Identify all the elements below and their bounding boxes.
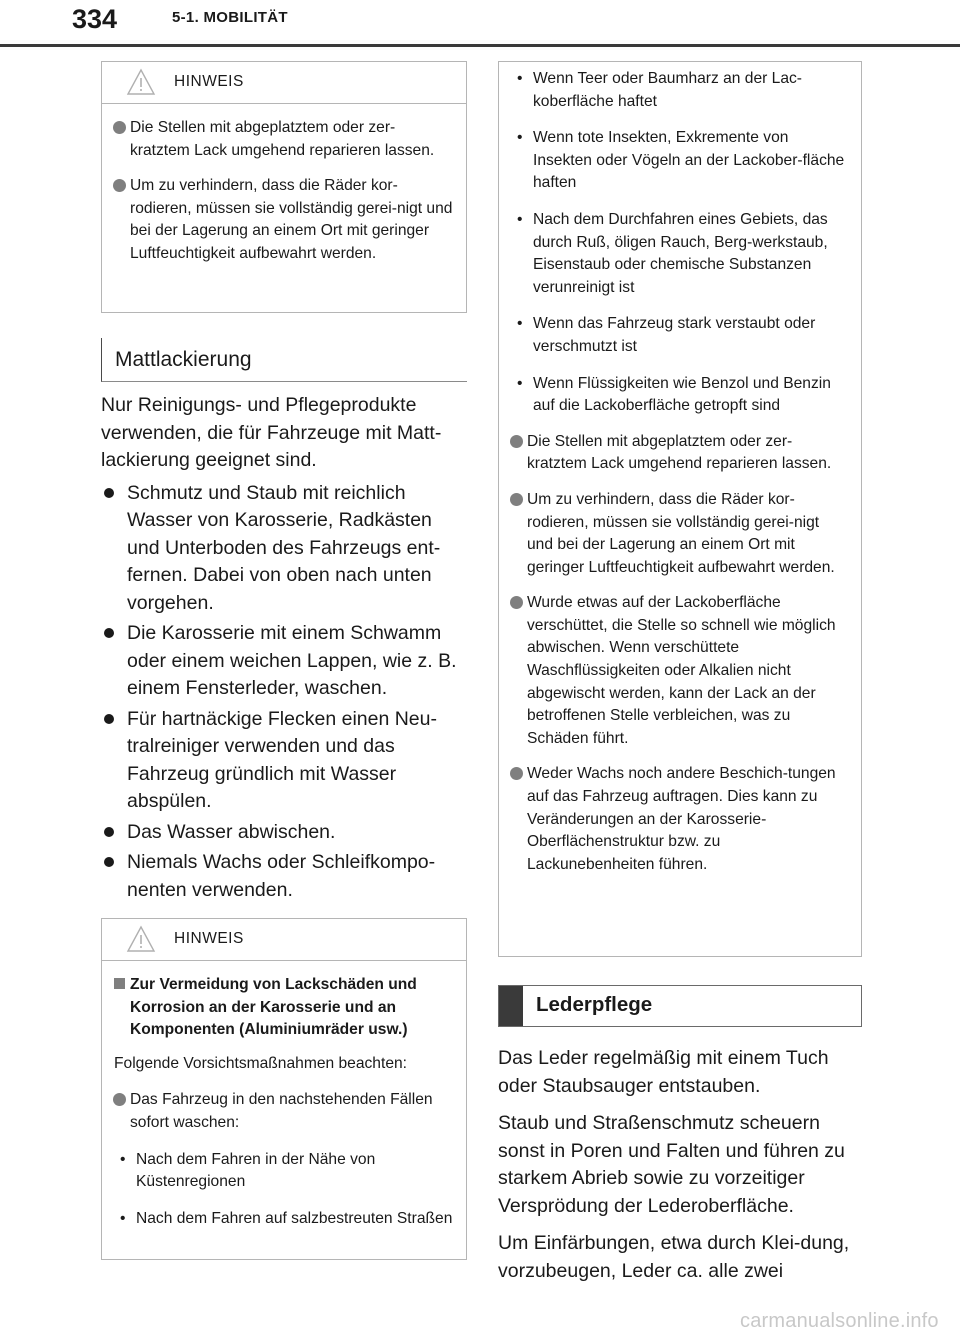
notice-plain-text: Folgende Vorsichtsmaßnahmen beachten:	[114, 1054, 407, 1072]
section-title: 5-1. MOBILITÄT	[172, 9, 288, 26]
header-rule	[0, 44, 960, 47]
watermark: carmanualsonline.info	[740, 1310, 939, 1332]
notice-header	[102, 919, 466, 961]
bullet-dot-icon	[104, 488, 114, 498]
list-item: Weder Wachs noch andere Beschich-tungen auf das Fahrzeug auftragen. Dies kann zu Veränderungen an der Karosserie-Oberflächenstruktur bzw. zu Lackunebenheiten führen.	[511, 763, 849, 876]
list-item: Schmutz und Staub mit reichlich Wasser von Karosserie, Radkästen und Unterboden des Fahrzeugs ent-fernen. Dabei von oben nach unten vorgehen.	[101, 480, 467, 618]
bullet-dot-icon	[113, 121, 126, 134]
list-item: Wurde etwas auf der Lackoberfläche verschüttet, die Stelle so schnell wie möglich abwischen. Wenn verschüttete Waschflüssigkeiten oder Alkalien nicht abgewischt werden, kann der Lack an der betroffenen Stelle verbleichen, was zu Schäden führt.	[511, 592, 849, 750]
paragraph: Das Leder regelmäßig mit einem Tuch oder Staubsauger entstauben.	[498, 1047, 829, 1097]
intro-paragraph: Nur Reinigungs- und Pflegeprodukte verwenden, die für Fahrzeuge mit Matt-lackierung geeignet sind.	[101, 394, 442, 471]
page-header	[0, 0, 960, 46]
heading-lederpflege: Lederpflege	[498, 985, 862, 1027]
bullet-dot-icon	[104, 857, 114, 867]
list-item: Die Stellen mit abgeplatztem oder zer-kratztem Lack umgehend reparieren lassen.	[114, 117, 454, 162]
list-item: Für hartnäckige Flecken einen Neu-tralreiniger verwenden und das Fahrzeug gründlich mit Wasser abspülen.	[101, 706, 467, 816]
right-column	[498, 61, 862, 1285]
notice-box-1	[101, 61, 467, 313]
page-number: 334	[72, 4, 118, 34]
notice-title: HINWEIS	[174, 930, 244, 947]
list-item: Um zu verhindern, dass die Räder kor-rodieren, müssen sie vollständig gerei-nigt und bei der Lagerung an einem Ort mit geringer Luftfeuchtigkeit aufbewahrt werden.	[114, 175, 454, 265]
heading-block	[499, 986, 523, 1026]
list-item: • Nach dem Fahren in der Nähe von Küstenregionen	[120, 1150, 376, 1191]
bullet-dot-icon	[510, 493, 523, 506]
warning-triangle-icon	[126, 68, 156, 96]
list-item: Niemals Wachs oder Schleifkompo-nenten verwenden.	[101, 849, 467, 904]
subheading-mattlackierung: Mattlackierung	[101, 338, 467, 382]
bullet-dot-icon	[113, 179, 126, 192]
list-item: Die Stellen mit abgeplatztem oder zer-kratztem Lack umgehend reparieren lassen.	[511, 431, 849, 476]
bullet-dot-icon	[104, 714, 114, 724]
bullet-dot-icon	[510, 435, 523, 448]
paragraph: Staub und Straßenschmutz scheuern sonst in Poren und Falten und führen zu starkem Abrieb sowie zu vorzeitiger Versprödung der Lederoberfläche.	[498, 1112, 845, 1217]
list-item: • Wenn tote Insekten, Exkremente von Insekten oder Vögeln an der Lackober-fläche haften	[517, 129, 845, 192]
notice-title: HINWEIS	[174, 73, 244, 90]
bullet-dot-icon	[104, 827, 114, 837]
list-item: Das Wasser abwischen.	[101, 819, 467, 847]
warning-triangle-icon	[126, 925, 156, 953]
bullet-dot-icon	[113, 1093, 126, 1106]
list-item: Die Karosserie mit einem Schwamm oder einem weichen Lappen, wie z. B. einem Fensterleder, waschen.	[101, 620, 467, 703]
list-item: Das Fahrzeug in den nachstehenden Fällen sofort waschen:	[114, 1089, 454, 1134]
bullet-list	[101, 480, 467, 905]
bullet-dot-icon	[510, 767, 523, 780]
bullet-dot-icon	[104, 628, 114, 638]
list-item: • Nach dem Durchfahren eines Gebiets, das durch Ruß, öligen Rauch, Berg-werkstaub, Eisenstaub oder chemische Substanzen verunreinigt ist	[517, 210, 828, 296]
list-item: Um zu verhindern, dass die Räder kor-rodieren, müssen sie vollständig gerei-nigt und bei der Lagerung an einem Ort mit geringer Luftfeuchtigkeit aufbewahrt werden.	[511, 489, 849, 579]
list-item: • Wenn das Fahrzeug stark verstaubt oder verschmutzt ist	[517, 315, 816, 355]
paragraph: Um Einfärbungen, etwa durch Klei-dung, vorzubeugen, Leder ca. alle zwei	[498, 1232, 850, 1282]
list-item: • Wenn Teer oder Baumharz an der Lac-koberfläche haftet	[517, 70, 802, 110]
notice-box-continued	[498, 61, 862, 957]
bullet-square-icon	[114, 978, 125, 989]
notice-bold-heading: Zur Vermeidung von Lackschäden und Korrosion an der Karosserie und an Komponenten (Aluminiumräder usw.)	[114, 974, 454, 1042]
list-item: • Wenn Flüssigkeiten wie Benzol und Benzin auf die Lackoberfläche getropft sind	[517, 374, 831, 415]
notice-header	[102, 62, 466, 104]
notice-box-2	[101, 918, 467, 1260]
list-item: • Nach dem Fahren auf salzbestreuten Straßen	[120, 1209, 453, 1227]
left-column	[101, 61, 467, 1260]
bullet-dot-icon	[510, 596, 523, 609]
